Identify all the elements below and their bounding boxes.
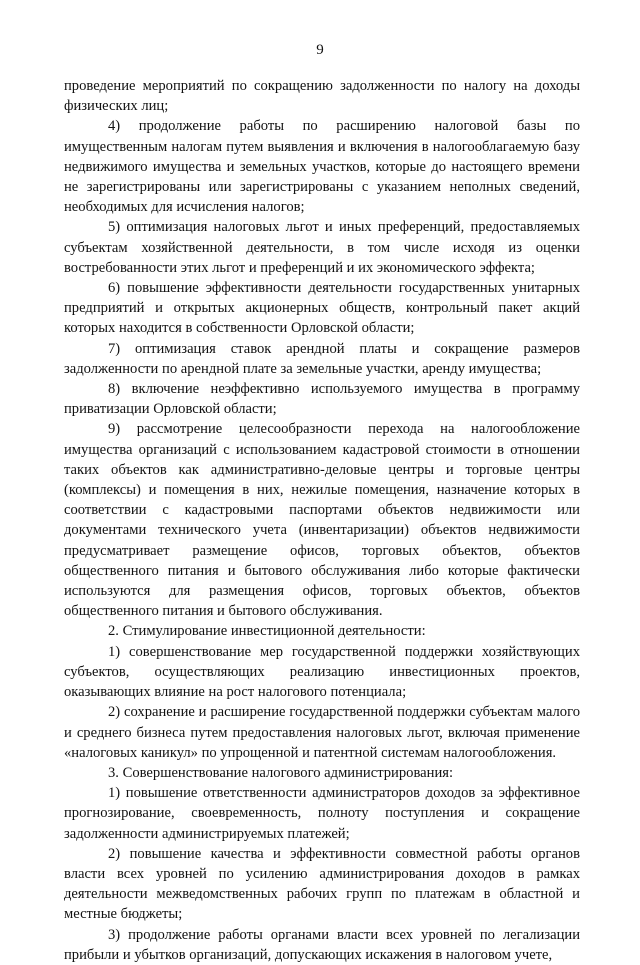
paragraph-item-6: 6) повышение эффективности деятельности государственных унитарных предприятий и открытых акционерных обществ, контрольный пакет акций которых находится в собственности Орловской области; — [64, 280, 580, 337]
paragraph-continuation: проведение мероприятий по сокращению задолженности по налогу на доходы физических лиц; — [64, 78, 580, 115]
document-body — [64, 76, 580, 965]
page-number: 9 — [316, 42, 324, 58]
paragraph-2-item-2: 2) сохранение и расширение государственной поддержки субъектам малого и среднего бизнеса путем предоставления налоговых льгот, включая применение «налоговых каникул» по упрощенной и патентной системам налогообложения. — [64, 704, 580, 761]
paragraph-item-7: 7) оптимизация ставок арендной платы и сокращение размеров задолженности по арендной плате за земельные участки, аренду имущества; — [64, 340, 580, 377]
paragraph-item-9: 9) рассмотрение целесообразности перехода на налогообложение имущества организаций с использованием кадастровой стоимости в отношении таких объектов как административно-деловые центры и торговые центры (комплексы) и помещения в них, нежилые помещения, назначение которых в соответствии с кадастровыми паспортами объектов недвижимости или документами технического учета (инвентаризации) объектов недвижимости предусматривает размещение офисов, торговых объектов, объектов общественного питания и бытового обслуживания либо которые фактически используются для размещения офисов, торговых объектов, объектов общественного питания и бытового обслуживания. — [64, 421, 580, 620]
paragraph-2-item-1: 1) совершенствование мер государственной поддержки хозяйствующих субъектов, осуществляющих реализацию инвестиционных проектов, оказывающих влияние на рост налогового потенциала; — [64, 643, 580, 701]
paragraph-3-item-3: 3) продолжение работы органами власти всех уровней по легализации прибыли и убытков организаций, допускающих искажения в налоговом учете, — [64, 926, 580, 963]
paragraph-3-item-1: 1) повышение ответственности администраторов доходов за эффективное прогнозирование, своевременность, полноту поступления и сокращение задолженности администрируемых платежей; — [64, 785, 580, 842]
paragraph-item-8: 8) включение неэффективно используемого имущества в программу приватизации Орловской области; — [64, 381, 580, 418]
section-heading-3: 3. Совершенствование налогового администрирования: — [108, 764, 454, 781]
section-heading-2: 2. Стимулирование инвестиционной деятельности: — [108, 623, 426, 640]
paragraph-item-5: 5) оптимизация налоговых льгот и иных преференций, предоставляемых субъектам хозяйственной деятельности, в том числе исходя из оценки востребованности этих льгот и преференций и их экономического эффекта; — [64, 219, 580, 276]
paragraph-3-item-2: 2) повышение качества и эффективности совместной работы органов власти всех уровней по усилению администрирования доходов в рамках деятельности межведомственных рабочих групп по платежам в областной и местные бюджеты; — [64, 845, 580, 923]
paragraph-item-4: 4) продолжение работы по расширению налоговой базы по имущественным налогам путем выявления и включения в налогооблагаемую базу недвижимого имущества и земельных участков, которые до настоящего времени не зарегистрированы или зарегистрированы с указанием неполных сведений, необходимых для исчисления налогов; — [64, 118, 580, 216]
